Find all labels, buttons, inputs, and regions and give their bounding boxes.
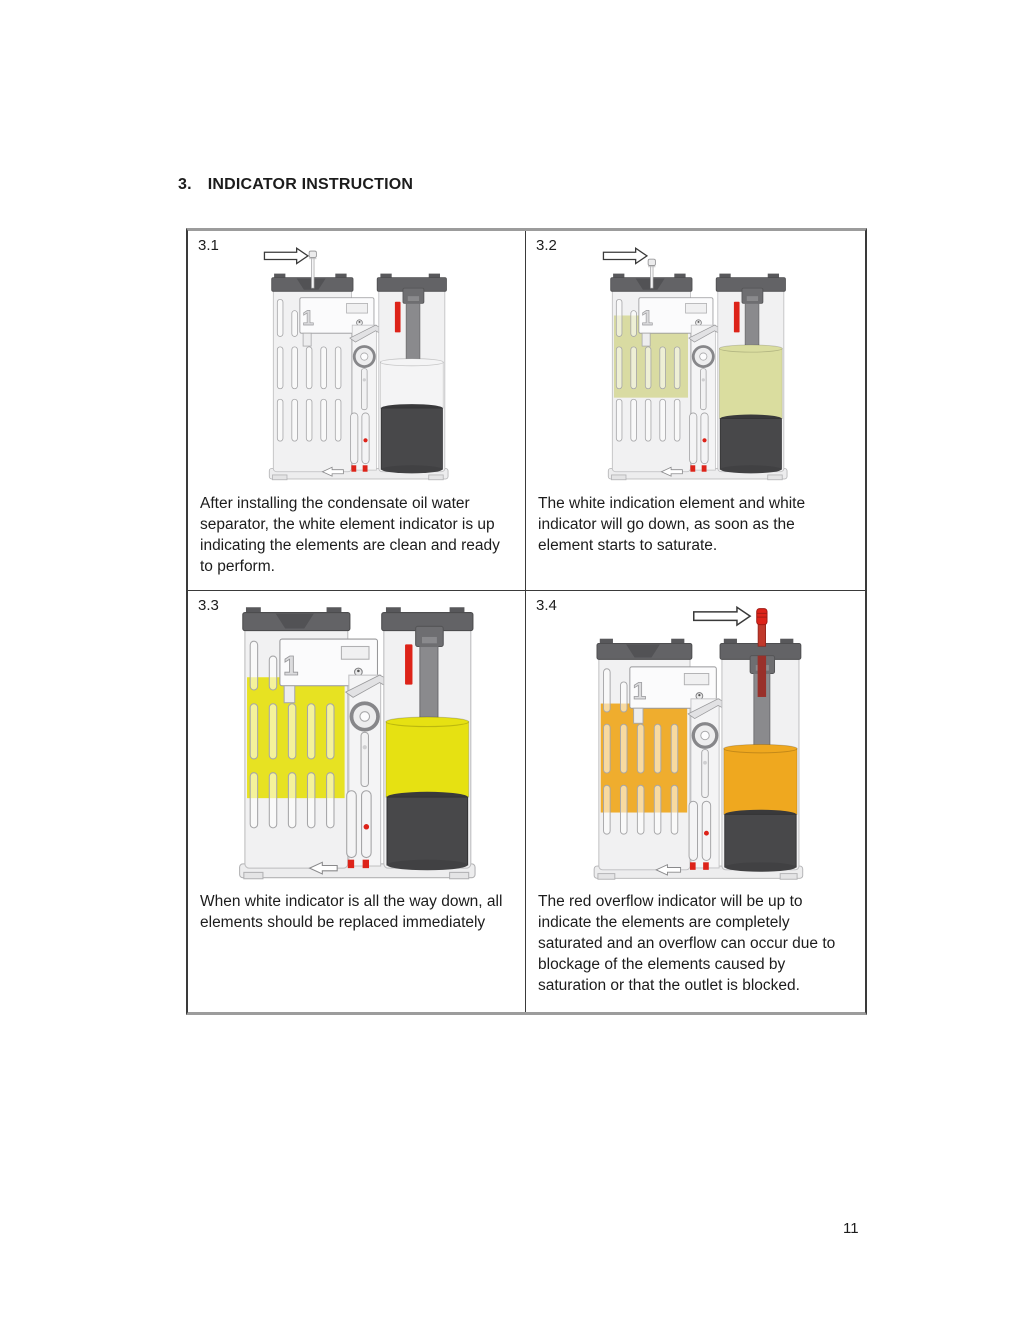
figure-3-1: [198, 243, 515, 483]
cell-label: 3.2: [536, 237, 557, 254]
cell-label: 3.4: [536, 597, 557, 614]
caption-3-1: After installing the condensate oil water separator, the white element indicator is up indicating the elements are clean and ready to perform.: [200, 495, 500, 576]
right-arrow-icon: [694, 607, 750, 625]
device-number-label: 1: [283, 650, 299, 682]
page-number: 11: [843, 1220, 859, 1237]
table-cell-3-2: [526, 231, 865, 591]
separator-illustration: [581, 603, 810, 883]
cell-label: 3.1: [198, 237, 219, 254]
caption-3-4: The red overflow indicator will be up to indicate the elements are completely saturated and an overflow can occur due to blockage of the elements caused by saturation or that the outlet is blocked.: [538, 893, 836, 995]
caption-3-2: The white indication element and white indicator will go down, as soon as the element starts to saturate.: [538, 495, 806, 555]
table-cell-3-3: [188, 591, 526, 1012]
table-cell-3-1: [188, 231, 526, 591]
section-heading: INDICATOR INSTRUCTION: [207, 176, 414, 193]
figure-3-4: [536, 603, 855, 883]
separator-illustration: [229, 603, 484, 883]
cell-label: 3.3: [198, 597, 219, 614]
page-title: [178, 176, 413, 194]
indicator-table: [186, 228, 867, 1015]
device-number-label: 1: [632, 677, 647, 705]
section-number: 3.: [178, 176, 192, 193]
separator-illustration: [258, 243, 455, 483]
right-arrow-icon: [265, 248, 308, 263]
device-number-label: 1: [302, 307, 315, 331]
right-arrow-icon: [604, 248, 647, 263]
figure-3-2: [536, 243, 855, 483]
figure-3-3: [198, 603, 515, 883]
table-cell-3-4: [526, 591, 865, 1012]
separator-illustration: [597, 243, 794, 483]
device-number-label: 1: [641, 307, 654, 331]
caption-3-3: When white indicator is all the way down, all elements should be replaced immediately: [200, 893, 503, 932]
